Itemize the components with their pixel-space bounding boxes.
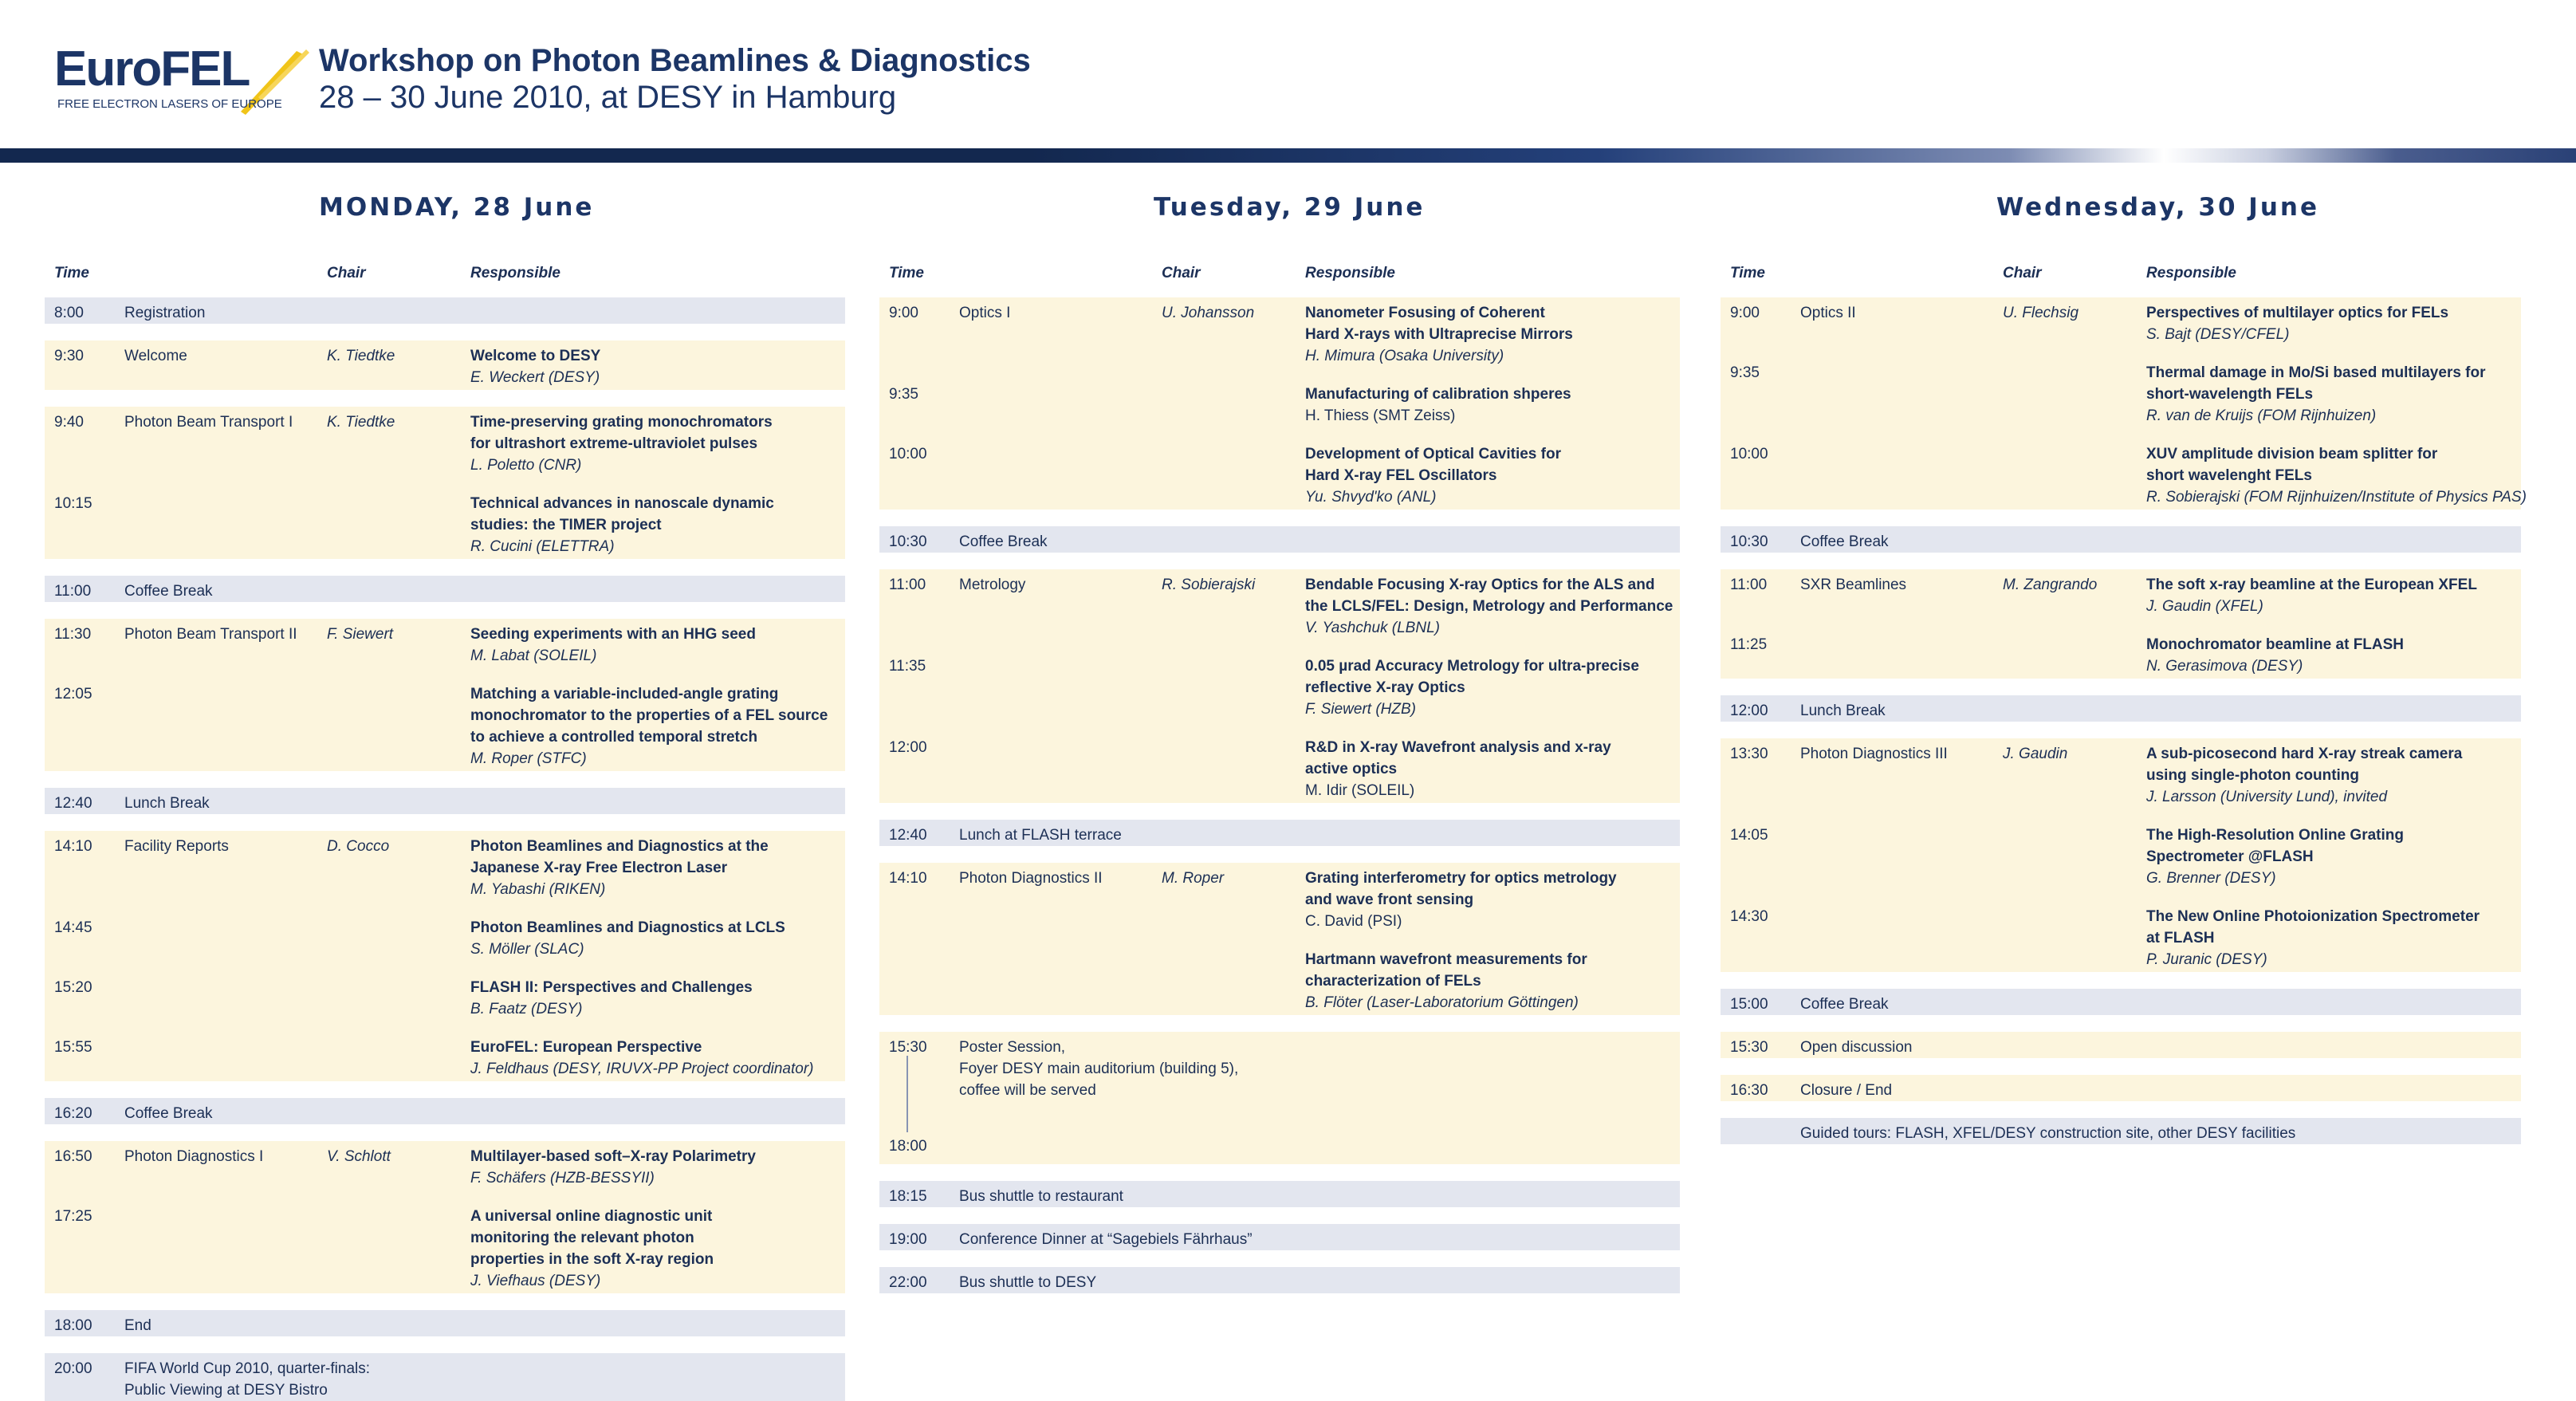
speaker: S. Bajt (DESY/CFEL)	[2146, 326, 2290, 343]
talk-title: short wavelenght FELs	[2146, 467, 2312, 484]
session-chair: F. Siewert	[327, 626, 394, 643]
speaker: M. Labat (SOLEIL)	[470, 647, 597, 664]
break-row	[45, 788, 845, 814]
session-chair: V. Schlott	[327, 1148, 391, 1165]
break-row	[1721, 526, 2521, 553]
day-title: Wednesday, 30 June	[1996, 193, 2320, 222]
schedule-time: 15:20	[54, 979, 92, 996]
column-header-time: Time	[889, 265, 925, 281]
break-row	[1721, 989, 2521, 1015]
session-name: Photon Diagnostics II	[959, 870, 1103, 887]
schedule-time: 14:10	[889, 870, 927, 887]
talk-title: properties in the soft X-ray region	[470, 1251, 714, 1268]
schedule-time: 15:00	[1730, 996, 1768, 1013]
schedule-time: 17:25	[54, 1208, 92, 1225]
speaker: P. Juranic (DESY)	[2146, 951, 2267, 968]
break-label: Coffee Break	[959, 533, 1048, 550]
session-block	[1721, 297, 2527, 510]
talk-title: using single-photon counting	[2146, 767, 2360, 784]
schedule-time: 15:30	[1730, 1039, 1768, 1056]
schedule-time: 15:55	[54, 1039, 92, 1056]
schedule-time: 9:35	[1730, 364, 1760, 381]
break-row	[1721, 695, 2521, 722]
talk-title: EuroFEL: European Perspective	[470, 1039, 702, 1056]
schedule-time: 16:50	[54, 1148, 92, 1165]
talk-title: Monochromator beamline at FLASH	[2146, 636, 2405, 653]
schedule-time: 9:00	[1730, 305, 1760, 321]
schedule-time: 18:15	[889, 1188, 927, 1205]
talk-title: Welcome to DESY	[470, 348, 601, 364]
schedule-time: 16:20	[54, 1105, 92, 1122]
schedule-time: 14:45	[54, 919, 92, 936]
speaker: F. Siewert (HZB)	[1305, 701, 1417, 718]
poster-session-block	[879, 1032, 1680, 1164]
schedule-time: 18:00	[54, 1317, 92, 1334]
schedule-time: 13:30	[1730, 746, 1768, 762]
speaker: J. Viefhaus (DESY)	[470, 1273, 601, 1289]
time-span-line	[907, 1056, 908, 1132]
column-header-chair: Chair	[1162, 265, 1201, 281]
talk-title: FLASH II: Perspectives and Challenges	[470, 979, 753, 996]
schedule-time: 11:30	[54, 626, 92, 643]
break-label: Open discussion	[1800, 1039, 1913, 1056]
break-label-line-2: Public Viewing at DESY Bistro	[124, 1382, 328, 1399]
workshop-subtitle: 28 – 30 June 2010, at DESY in Hamburg	[319, 80, 897, 115]
talk-title: for ultrashort extreme-ultraviolet pulses	[470, 435, 758, 452]
session-chair: K. Tiedtke	[327, 348, 395, 364]
schedule-time: 14:05	[1730, 827, 1768, 844]
schedule-time: 8:00	[54, 305, 84, 321]
talk-title: Photon Beamlines and Diagnostics at the	[470, 838, 769, 855]
break-label: FIFA World Cup 2010, quarter-finals:	[124, 1360, 371, 1377]
session-chair: K. Tiedtke	[327, 414, 395, 431]
session-chair: U. Flechsig	[2003, 305, 2079, 321]
schedule-time: 9:00	[889, 305, 918, 321]
column-header-chair: Chair	[327, 265, 366, 281]
schedule-time: 9:30	[54, 348, 84, 364]
column-header-responsible: Responsible	[470, 265, 560, 281]
schedule-time: 9:35	[889, 386, 918, 403]
session-name: Facility Reports	[124, 838, 229, 855]
session-block	[1721, 569, 2521, 679]
schedule-time: 10:15	[54, 495, 92, 512]
break-row	[1721, 1118, 2521, 1144]
break-row	[879, 1267, 1680, 1293]
talk-title: Thermal damage in Mo/Si based multilayers for	[2146, 364, 2486, 381]
speaker: Yu. Shvyd'ko (ANL)	[1305, 489, 1437, 506]
session-block	[879, 569, 1680, 803]
schedule-time: 14:30	[1730, 908, 1768, 925]
break-label: Coffee Break	[1800, 533, 1889, 550]
schedule-time: 15:30	[889, 1039, 927, 1056]
talk-title: reflective X-ray Optics	[1305, 679, 1465, 696]
session-name: Optics I	[959, 305, 1011, 321]
talk-title: Multilayer-based soft–X-ray Polarimetry	[470, 1148, 756, 1165]
session-block	[879, 297, 1680, 510]
day-column-monday	[45, 159, 845, 1399]
schedule-time: 9:40	[54, 414, 84, 431]
workshop-title: Workshop on Photon Beamlines & Diagnostics	[319, 43, 1031, 78]
break-row	[879, 1181, 1680, 1207]
poster-session-text: Foyer DESY main auditorium (building 5),	[959, 1061, 1239, 1077]
eurofel-logo	[54, 41, 282, 121]
break-label: Closure / End	[1800, 1082, 1893, 1099]
schedule-time: 12:00	[889, 739, 927, 756]
talk-title: Technical advances in nanoscale dynamic	[470, 495, 774, 512]
talk-title: studies: the TIMER project	[470, 517, 662, 533]
break-label: Guided tours: FLASH, XFEL/DESY construction site, other DESY facilities	[1800, 1125, 2296, 1142]
session-block	[45, 1141, 845, 1293]
schedule-time: 19:00	[889, 1231, 927, 1248]
day-column-wednesday	[1721, 159, 2527, 1356]
talk-title: at FLASH	[2146, 930, 2215, 946]
session-name: Metrology	[959, 577, 1026, 593]
break-row	[45, 1098, 845, 1124]
speaker: S. Möller (SLAC)	[470, 941, 584, 958]
break-row	[45, 1353, 845, 1401]
session-chair: U. Johansson	[1162, 305, 1255, 321]
break-label: Lunch Break	[124, 795, 210, 812]
talk-title: to achieve a controlled temporal stretch	[470, 729, 758, 746]
talk-title: the LCLS/FEL: Design, Metrology and Performance	[1305, 598, 1673, 615]
speaker: R. Sobierajski (FOM Rijnhuizen/Institute of Physics PAS)	[2146, 489, 2527, 506]
talk-title: monitoring the relevant photon	[470, 1230, 694, 1246]
speaker: B. Flöter (Laser-Laboratorium Göttingen)	[1305, 994, 1579, 1011]
break-row	[1721, 1032, 2521, 1058]
talk-title: Hard X-rays with Ultraprecise Mirrors	[1305, 326, 1573, 343]
talk-title: and wave front sensing	[1305, 891, 1474, 908]
page-header	[0, 0, 2576, 159]
speaker: L. Poletto (CNR)	[470, 457, 582, 474]
session-name: Optics II	[1800, 305, 1856, 321]
talk-title: Grating interferometry for optics metrology	[1305, 870, 1617, 887]
talk-title: Matching a variable-included-angle grating	[470, 686, 779, 702]
speaker: E. Weckert (DESY)	[470, 369, 600, 386]
session-block	[45, 619, 845, 771]
speaker: B. Faatz (DESY)	[470, 1001, 583, 1017]
break-label: Coffee Break	[124, 583, 213, 600]
talk-title: Hard X-ray FEL Oscillators	[1305, 467, 1497, 484]
talk-title: monochromator to the properties of a FEL source	[470, 707, 828, 724]
column-header-responsible: Responsible	[2146, 265, 2236, 281]
speaker: N. Gerasimova (DESY)	[2146, 658, 2303, 675]
day-title: Tuesday, 29 June	[1154, 193, 1426, 222]
talk-title: Photon Beamlines and Diagnostics at LCLS	[470, 919, 785, 936]
schedule-time: 12:05	[54, 686, 92, 702]
speaker: V. Yashchuk (LBNL)	[1305, 620, 1440, 636]
session-block	[879, 863, 1680, 1015]
break-label: Conference Dinner at “Sagebiels Fährhaus”	[959, 1231, 1253, 1248]
speaker: J. Feldhaus (DESY, IRUVX-PP Project coordinator)	[470, 1061, 814, 1077]
break-row	[879, 526, 1680, 553]
schedule-time: 22:00	[889, 1274, 927, 1291]
session-name: SXR Beamlines	[1800, 577, 1907, 593]
break-label: Bus shuttle to restaurant	[959, 1188, 1123, 1205]
schedule-time: 10:00	[1730, 446, 1768, 462]
break-label: Coffee Break	[1800, 996, 1889, 1013]
speaker: R. Cucini (ELETTRA)	[470, 538, 615, 555]
day-column-tuesday	[879, 159, 1680, 1356]
talk-title: Japanese X-ray Free Electron Laser	[470, 860, 728, 876]
session-block	[45, 340, 845, 390]
schedule-time: 11:00	[1730, 577, 1768, 593]
speaker: R. van de Kruijs (FOM Rijnhuizen)	[2146, 407, 2377, 424]
poster-session-text: coffee will be served	[959, 1082, 1096, 1099]
talk-title: active optics	[1305, 761, 1398, 777]
speaker: H. Mimura (Osaka University)	[1305, 348, 1504, 364]
session-chair: M. Zangrando	[2003, 577, 2098, 593]
schedule-time: 10:30	[1730, 533, 1768, 550]
talk-title: Spectrometer @FLASH	[2146, 848, 2314, 865]
schedule-time: 11:00	[889, 577, 926, 593]
column-header-time: Time	[54, 265, 90, 281]
poster-session-text: Poster Session,	[959, 1039, 1066, 1056]
break-label: Registration	[124, 305, 206, 321]
break-label: End	[124, 1317, 151, 1334]
talk-title: Time-preserving grating monochromators	[470, 414, 773, 431]
talk-title: short-wavelength FELs	[2146, 386, 2314, 403]
speaker: M. Roper (STFC)	[470, 750, 587, 767]
speaker: F. Schäfers (HZB-BESSYII)	[470, 1170, 655, 1187]
session-block	[45, 407, 845, 559]
column-header-time: Time	[1730, 265, 1766, 281]
session-block	[45, 831, 845, 1081]
schedule-time: 16:30	[1730, 1082, 1768, 1099]
session-chair: J. Gaudin	[2003, 746, 2068, 762]
logo-tagline: FREE ELECTRON LASERS OF EUROPE	[57, 97, 282, 111]
speaker: C. David (PSI)	[1305, 913, 1402, 930]
talk-title: Hartmann wavefront measurements for	[1305, 951, 1587, 968]
schedule-time: 11:25	[1730, 636, 1768, 653]
day-title: MONDAY, 28 June	[319, 193, 595, 222]
break-row	[879, 1224, 1680, 1250]
schedule-time: 11:35	[889, 658, 926, 675]
logo-wordmark: EuroFEL	[54, 41, 250, 96]
talk-title: Nanometer Fosusing of Coherent	[1305, 305, 1545, 321]
break-row	[1721, 1075, 2521, 1101]
speaker: M. Yabashi (RIKEN)	[470, 881, 606, 898]
talk-title: Manufacturing of calibration shperes	[1305, 386, 1571, 403]
schedule-time: 20:00	[54, 1360, 92, 1377]
session-name: Photon Beam Transport II	[124, 626, 297, 643]
schedule-time: 12:40	[54, 795, 92, 812]
session-block	[1721, 738, 2521, 972]
talk-title: characterization of FELs	[1305, 973, 1481, 990]
speaker: J. Larsson (University Lund), invited	[2146, 789, 2388, 805]
talk-title: The New Online Photoionization Spectrometer	[2146, 908, 2480, 925]
speaker: H. Thiess (SMT Zeiss)	[1305, 407, 1456, 424]
talk-title: The High-Resolution Online Grating	[2146, 827, 2404, 844]
schedule-time: 12:40	[889, 827, 927, 844]
session-name: Photon Diagnostics III	[1800, 746, 1948, 762]
talk-title: The soft x-ray beamline at the European XFEL	[2146, 577, 2477, 593]
schedule-time: 10:00	[889, 446, 927, 462]
talk-title: Development of Optical Cavities for	[1305, 446, 1561, 462]
schedule-time: 11:00	[54, 583, 92, 600]
schedule-time: 10:30	[889, 533, 927, 550]
session-chair: D. Cocco	[327, 838, 390, 855]
speaker: M. Idir (SOLEIL)	[1305, 782, 1415, 799]
talk-title: XUV amplitude division beam splitter for	[2146, 446, 2438, 462]
session-name: Photon Beam Transport I	[124, 414, 293, 431]
talk-title: A sub-picosecond hard X-ray streak camera	[2146, 746, 2463, 762]
schedule-time-end: 18:00	[889, 1138, 927, 1155]
session-name: Welcome	[124, 348, 187, 364]
talk-title: 0.05 µrad Accuracy Metrology for ultra-precise	[1305, 658, 1639, 675]
break-row	[879, 820, 1680, 846]
break-label: Coffee Break	[124, 1105, 213, 1122]
schedule-time: 12:00	[1730, 702, 1768, 719]
talk-title: Seeding experiments with an HHG seed	[470, 626, 756, 643]
column-header-responsible: Responsible	[1305, 265, 1395, 281]
talk-title: R&D in X-ray Wavefront analysis and x-ray	[1305, 739, 1611, 756]
talk-title: A universal online diagnostic unit	[470, 1208, 713, 1225]
schedule-time: 14:10	[54, 838, 92, 855]
break-row	[45, 576, 845, 602]
session-name: Photon Diagnostics I	[124, 1148, 264, 1165]
session-chair: R. Sobierajski	[1162, 577, 1256, 593]
break-label: Bus shuttle to DESY	[959, 1274, 1097, 1291]
talk-title: Bendable Focusing X-ray Optics for the ALS and	[1305, 577, 1655, 593]
break-row	[45, 1310, 845, 1336]
session-chair: M. Roper	[1162, 870, 1225, 887]
column-header-chair: Chair	[2003, 265, 2042, 281]
speaker: J. Gaudin (XFEL)	[2146, 598, 2263, 615]
break-label: Lunch at FLASH terrace	[959, 827, 1122, 844]
break-label: Lunch Break	[1800, 702, 1886, 719]
talk-title: Perspectives of multilayer optics for FELs	[2146, 305, 2449, 321]
break-row	[45, 297, 845, 324]
speaker: G. Brenner (DESY)	[2146, 870, 2276, 887]
